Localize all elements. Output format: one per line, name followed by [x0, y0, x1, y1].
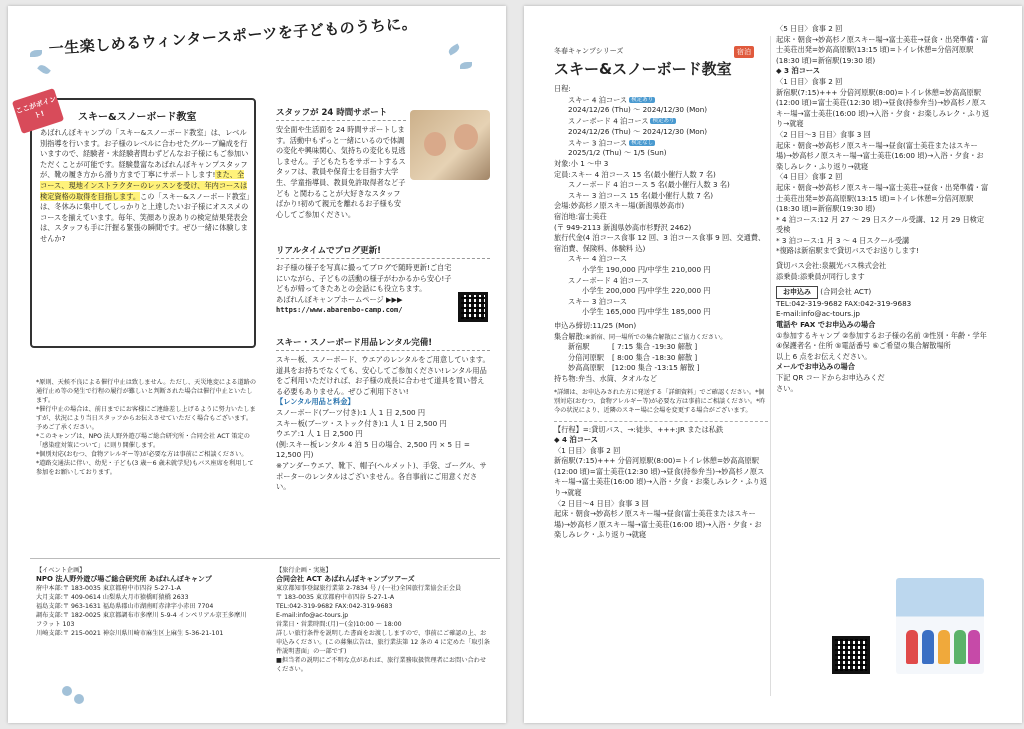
meeting-station: 分倍河原駅 — [568, 352, 604, 362]
meeting-label: 集合解散: — [554, 331, 586, 341]
column-divider — [770, 36, 771, 696]
rental-item: スキー板(ブーツ・ストック付き):1 人 1 日 2,500 円 — [276, 418, 447, 428]
itinerary-day: 起床・朝食→妙高杉ノ原スキー場→富士美荘→昼食・出発準備・富士美荘出発=妙高高原駅(13:15 頃)=トイレ休憩=分倍河原駅(18:30 頃)=新宿駅(19:30 頃) — [776, 182, 989, 214]
note-item: *道路交通法に伴い、幼児・子ども(3 歳〜6 歳未就学児)もバス座席を利用して参加をお願いしております。 — [36, 460, 254, 476]
fee-course: スキー 4 泊コース — [568, 254, 628, 264]
sponsor-name: NPO 法人野外遊び場ご総合研究所 あばれんぼキャンプ — [36, 575, 212, 583]
rental-subtitle: 【レンタル用品と料金】 — [276, 397, 355, 407]
notes-list — [36, 378, 258, 477]
course-tag: 検定あり — [631, 96, 654, 103]
staff-face — [454, 124, 478, 150]
office-zip: 大月支部:〒 409-0614 — [36, 594, 101, 601]
apply-fax-heading: 電話や FAX でお申込みの場合 — [776, 320, 876, 330]
office-address: 神奈川県川崎市麻生区上麻生 5-36-21-101 — [102, 630, 224, 637]
child-face — [424, 132, 446, 156]
school-note: *復路は新宿駅まで貸切バスでお送りします! — [776, 246, 920, 256]
itinerary-day-head: 〈1 日目〉食事 2 回 — [776, 76, 843, 86]
agency-line: 詳しい旅行条件を説明した書面をお渡ししますので、事前にご確認の上、お申込みください。(この募集広告は、旅行業法第 12 条の 4 に定めた「取引条件説明書面」の一部です) — [276, 630, 490, 655]
itinerary-day: 起床・朝食→妙高杉ノ原スキー場→昼食(富士美荘またはスキー場)→妙高杉ノ原スキー場→富士美荘(16:00 頃)→入浴・夕食・お楽しみレク・ふり返り→就寝 — [554, 509, 762, 540]
capacity-label: 定員: — [554, 169, 571, 179]
itinerary-heading: ◆ 4 泊コース — [554, 435, 598, 445]
office-address: 東京都府中市四谷 5-27-1-A — [102, 585, 181, 592]
box-text — [40, 128, 250, 245]
note-item: *催行中止の場合は、前日までにお客様にご連絡差し上げるように努力いたしますが、状況により当日スタッフからお伝えさせていただく場合もございます。予めご了承ください。 — [36, 406, 256, 431]
target: 対象:小 1 〜中 3 — [554, 159, 609, 169]
apply-fax-note: 以上 6 点をお伝えください。 — [776, 351, 872, 361]
agency-name: 合同会社 ACT あばれんぼキャンプツアーズ — [276, 575, 415, 583]
dot-decoration — [62, 686, 72, 696]
meeting-station: 妙高高原駅 — [568, 363, 604, 373]
school-note: * 4 泊コース:12 月 27 〜 29 日スクール受講、12 月 29 日検定受検 — [776, 214, 985, 235]
deadline: 申込み締切:11/25 (Mon) — [554, 320, 637, 330]
box-text-highlight: また、全コース、現地インストラクターのレッスンを受け、年内コースは検定資格の取得を目指します。 — [40, 170, 248, 201]
office-address: 東京都調布市多摩川 5-9-4 インペリアル京王多摩川フラット 103 — [36, 612, 247, 628]
fee-price: 小学生 165,000 円/中学生 185,000 円 — [582, 307, 711, 317]
leaf-decoration — [447, 43, 461, 55]
course-name: スキー 4 泊コース — [568, 94, 628, 104]
apply-heading: お申込み — [776, 286, 818, 299]
lodging: 宿泊地:富士美荘 — [554, 212, 607, 222]
agency-line: 営業日・営業時間:(月)〜(金)10:00 〜 18:00 — [276, 621, 402, 628]
capacity-item: スキー 3 泊コース 15 名(最小催行人数 7 名) — [568, 190, 714, 200]
itinerary-day-head: 〈5 日目〉食事 2 回 — [776, 24, 843, 33]
rental-text: スキー板、スノーボード、ウエアのレンタルをご用意しています。道具をお持ちでなくても、安心してご参加ください!レンタル用品をご利用いただければ、お子様の成長に合わせて道具を買い替える必要もありません。ぜひご利用下さい! — [276, 355, 490, 396]
office-line — [36, 629, 252, 638]
rental-item: (例:スキー板レンタル 4 泊 5 日の場合、2,500 円 × 5 日 = 12,500 円) — [276, 439, 470, 460]
course-tag: 検定あり — [652, 118, 675, 125]
course-name: スキー 3 泊コース — [568, 137, 628, 147]
leaf-decoration — [37, 63, 51, 76]
agency-line: 〒 183-0035 東京都府中市四谷 5-27-1-A — [276, 594, 395, 601]
itinerary-day-head: 〈1 日目〉食事 2 回 — [554, 445, 621, 455]
apply-fax-items: ①参加するキャンプ ②参加するお子様の名前 ③性別・年齢・学年 ④保護者名・住所 ⑤電話番号 ⑥ご希望の集合解散場所 — [776, 330, 987, 351]
staff-photo — [410, 110, 490, 180]
box-text-2: この「スキー&スノーボード教室」は、冬休みに集中してしっかりと上達したいお子様にオススメのコースを揃えています。毎年、笑顔あり涙ありの検定結果発表会は、スタッフも手に汗握る緊張の瞬間です。ぜひ一緒に体験しませんか? — [40, 191, 250, 243]
course-dates: 2024/12/26 (Thu) 〜 2024/12/30 (Mon) — [568, 126, 708, 136]
event-title: スキー&スノーボード教室 — [554, 60, 732, 78]
kid-figure — [954, 630, 966, 664]
leaf-decoration — [30, 50, 42, 57]
agency-info — [276, 566, 490, 674]
blog-url[interactable]: https://www.abarenbo-camp.com/ — [276, 306, 403, 315]
blog-title: リアルタイムでブログ更新! — [276, 244, 490, 259]
apply-mail-text: 下記 QR コードからお申込みください。 — [776, 373, 885, 393]
dot-decoration — [74, 694, 84, 704]
course-name: スノーボード 4 泊コース — [568, 116, 649, 126]
schedule-label: 日程: — [554, 84, 571, 93]
agency-line: ■担当者の説明にご不明な点があれば、旅行業務取扱管理者にお問い合わせください。 — [276, 657, 487, 673]
office-line — [36, 584, 252, 593]
office-address: 山梨県大月市猿橋町猿橋 2633 — [102, 594, 189, 601]
leaf-decoration — [460, 62, 472, 69]
meeting-time: [ 7:15 集合 -19:30 解散 ] — [612, 342, 698, 352]
apply-mail[interactable]: E-mail:info@ac-tours.jp — [776, 309, 860, 319]
apply-company: (合同会社 ACT) — [820, 287, 872, 297]
course-tag: 検定なし — [631, 139, 654, 146]
rental-title: スキー・スノーボード用品レンタル完備! — [276, 336, 490, 351]
office-line — [36, 611, 252, 629]
blog-text: お子様の様子を写真に撮ってブログで随時更新!ご自宅にいながら、子どもの活動の様子がわかるから安心!子どもが帰ってきたあとの会話にも役立ちます。 — [276, 263, 452, 294]
note-item: *個別対応(おむつ、食物アレルギー等)が必要な方は事前にご相談ください。 — [36, 451, 248, 458]
itinerary-day: 新宿駅(7:15)+++ 分倍河原駅(8:00)=トイレ休憩=妙高高原駅(12:00 頃)=富士美荘(12:30 頃)→昼食(持参弁当)→妙高杉ノ原スキー場→富士美荘(16:00 頃)→入浴・夕食・お楽しみレク・ふり返り→就寝 — [554, 456, 768, 498]
box-heading: スキー&スノーボード教室 — [78, 112, 197, 123]
apply-qr-code[interactable] — [832, 636, 870, 674]
itinerary-day-head: 〈2 日目〜4 日目〉食事 3 回 — [554, 498, 649, 508]
office-address: 福島県郡山市湖南町赤津字小赤田 7704 — [102, 603, 214, 610]
agency-line[interactable]: E-mail:info@ac-tours.jp — [276, 612, 349, 619]
stay-badge: 宿泊 — [734, 46, 754, 58]
tour-guide: 添乗員:添乗員が同行します — [776, 271, 865, 281]
note-item: *このキャンプは、NPO 法人野外遊び場ご総合研究所・合同会社 ACT 策定の「感染症対策について」に則り開催します。 — [36, 433, 250, 449]
belongings: 持ち物:弁当、水筒、タオルなど — [554, 373, 658, 383]
blog-link-label: あばれんぼキャンプホームページ ▶▶▶ — [276, 294, 403, 304]
course-dates: 2025/1/2 (Thu) 〜 1/5 (Sun) — [568, 148, 667, 158]
bus-company: 貸切バス会社:泉観光バス株式会社 — [776, 261, 887, 271]
fee-course: スキー 3 泊コース — [568, 296, 628, 306]
meeting-note: ※新宿、同一場所での集合解散にご協力ください。 — [585, 333, 727, 341]
itinerary-legend: 【行程】=:貸切バス、→:徒歩、+++:JR または私鉄 — [554, 421, 768, 436]
apply-mail-heading: メールでお申込みの場合 — [776, 362, 855, 372]
note-item: *原則、天候不良による催行中止は致しません。ただし、天災地変による道路の通行止め等の発生で行程の履行が難しいと判断された場合は催行中止といたします。 — [36, 379, 257, 404]
office-zip: 福島支部:〒 963-1631 — [36, 603, 101, 610]
agency-line: 東京都知事登録旅行業第 2-7834 号 / (一社)全国旅行業協会正会員 — [276, 585, 462, 592]
meeting-station: 新宿駅 — [568, 342, 590, 352]
staff-title: スタッフが 24 時間サポート — [276, 106, 406, 121]
itinerary-day: 起床・朝食→妙高杉ノ原スキー場→昼食(富士美荘またはスキー場)→妙高杉ノ原スキー場→富士美荘(16:00 頃)→入浴・夕食・お楽しみレク・ふり返り→就寝 — [776, 140, 984, 171]
itinerary-day-head: 〈2 日目〜3 日目〉食事 3 回 — [776, 129, 871, 139]
kid-figure — [906, 630, 918, 664]
blog-qr-code[interactable] — [458, 292, 488, 322]
staff-text: 安全面や生活面を 24 時間サポートします。活動中もずっと一緒にいるので体調の変化や興味関心、気持ちの変化も見逃しません。子どもたちをサポートするスタッフは、教員や保育士を目指す大学生、学童指導員、教員免許取得者など子ども と関わることが大好きなスタッフばかり!初めて親元を離れるお子様も安心してご参加ください。 — [276, 125, 406, 219]
venue: 会場:妙高杉ノ原スキー場(新潟県妙高市) — [554, 201, 685, 211]
itinerary-day: 起床・朝食→妙高杉ノ原スキー場→富士美荘→昼食・出発準備・富士美荘出発=妙高高原駅(13:15 頃)=トイレ休憩=分倍河原駅(18:30 頃)=新宿駅(19:30 頃) — [776, 34, 989, 65]
office-line — [36, 602, 252, 611]
sponsor-label: 【イベント企画】 — [36, 567, 86, 574]
itinerary-day-head: 〈4 日目〉食事 2 回 — [776, 172, 843, 182]
rental-note: ※アンダーウエア、靴下、帽子(ヘルメット)、手袋、ゴーグル、サポーターのレンタルはございません。各自事前にご用意ください。 — [276, 460, 487, 492]
meeting-time: [ 8:00 集合 -18:30 解散 ] — [612, 352, 698, 362]
itinerary-heading: ◆ 3 泊コース — [776, 66, 820, 76]
event-details — [554, 84, 768, 541]
page-title: 一生楽しめるウィンタースポーツを子どものうちに。 — [48, 14, 418, 58]
apply-tel[interactable]: TEL:042-319-9682 FAX:042-319-9683 — [776, 298, 912, 308]
rental-section — [276, 336, 490, 493]
fee-course: スノーボード 4 泊コース — [568, 275, 649, 285]
agency-label: 【旅行企画・実施】 — [276, 567, 332, 574]
office-zip: 川崎支部:〒 215-0021 — [36, 630, 101, 637]
left-page — [8, 6, 506, 723]
footer-divider — [30, 558, 500, 559]
kid-figure — [922, 630, 934, 664]
office-line — [36, 593, 252, 602]
box-text-1: あばれんぼキャンプの「スキー&スノーボード教室」は、レベル別指導を行います。お子様のレベルに合わせたグループ編成を行いますので、経験者・未経験者問わずどんなお子様にもご参加いただくことが可能です。経験豊富なあばれんぼキャンプスタッフが、靴の履き方から滑り方まで丁寧にサポートします! — [40, 128, 249, 180]
kid-figure — [938, 630, 950, 664]
fee-intro: 旅行代金(4 泊コース食事 12 回、3 泊コース食事 9 回、交通費、宿泊費、保険料、体験料 込) — [554, 233, 766, 253]
capacity-item: スノーボード 4 泊コース 5 名(最小催行人数 3 名) — [568, 180, 730, 190]
lodging-address: (〒 949-2113 新潟県妙高市杉野沢 2462) — [554, 222, 692, 232]
itinerary-day: 新宿駅(7:15)+++ 分倍河原駅(8:00)=トイレ休憩=妙高高原駅(12:00 頃)=富士美荘(12:30 頃)→昼食(持参弁当)→妙高杉ノ原スキー場→富士美荘(16:00 頃)→入浴・夕食・お楽しみレク・ふり返り→就寝 — [776, 87, 990, 129]
kid-figure — [968, 630, 980, 664]
rental-item: ウエア:1 人 1 日 2,500 円 — [276, 429, 363, 439]
course-dates: 2024/12/26 (Thu) 〜 2024/12/30 (Mon) — [568, 105, 708, 115]
office-zip: 府中本部:〒 183-0035 — [36, 585, 101, 592]
itinerary-continued — [776, 24, 990, 394]
office-zip: 調布支部:〒 182-0025 — [36, 612, 101, 619]
details-note: *詳細は、お申込みされた方に発送する「詳細資料」でご確認ください。*個別対応(おむつ、食物アレルギー等)が必要な方は事前にご相談ください。*昨今の状況により、近隣のスキー場に会場を変更する場合がございます。 — [554, 388, 766, 414]
right-page — [524, 6, 1022, 723]
fee-price: 小学生 190,000 円/中学生 210,000 円 — [582, 264, 711, 274]
agency-line: TEL:042-319-9682 FAX:042-319-9683 — [276, 603, 393, 610]
rental-item: スノーボード(ブーツ付き):1 人 1 日 2,500 円 — [276, 407, 426, 417]
capacity-item: スキー 4 泊コース 15 名(最小催行人数 7 名) — [570, 169, 716, 179]
fee-price: 小学生 200,000 円/中学生 220,000 円 — [582, 286, 711, 296]
kids-ski-photo — [896, 578, 984, 674]
point-ribbon: ここがポイント! — [12, 88, 64, 134]
sponsor-info — [36, 566, 252, 638]
meeting-time: [12:00 集合 -13:15 解散 ] — [612, 363, 700, 373]
school-note: * 3 泊コース:1 月 3 〜 4 日スクール受講 — [776, 235, 910, 245]
series-label: 冬春キャンプシリーズ — [554, 47, 624, 55]
